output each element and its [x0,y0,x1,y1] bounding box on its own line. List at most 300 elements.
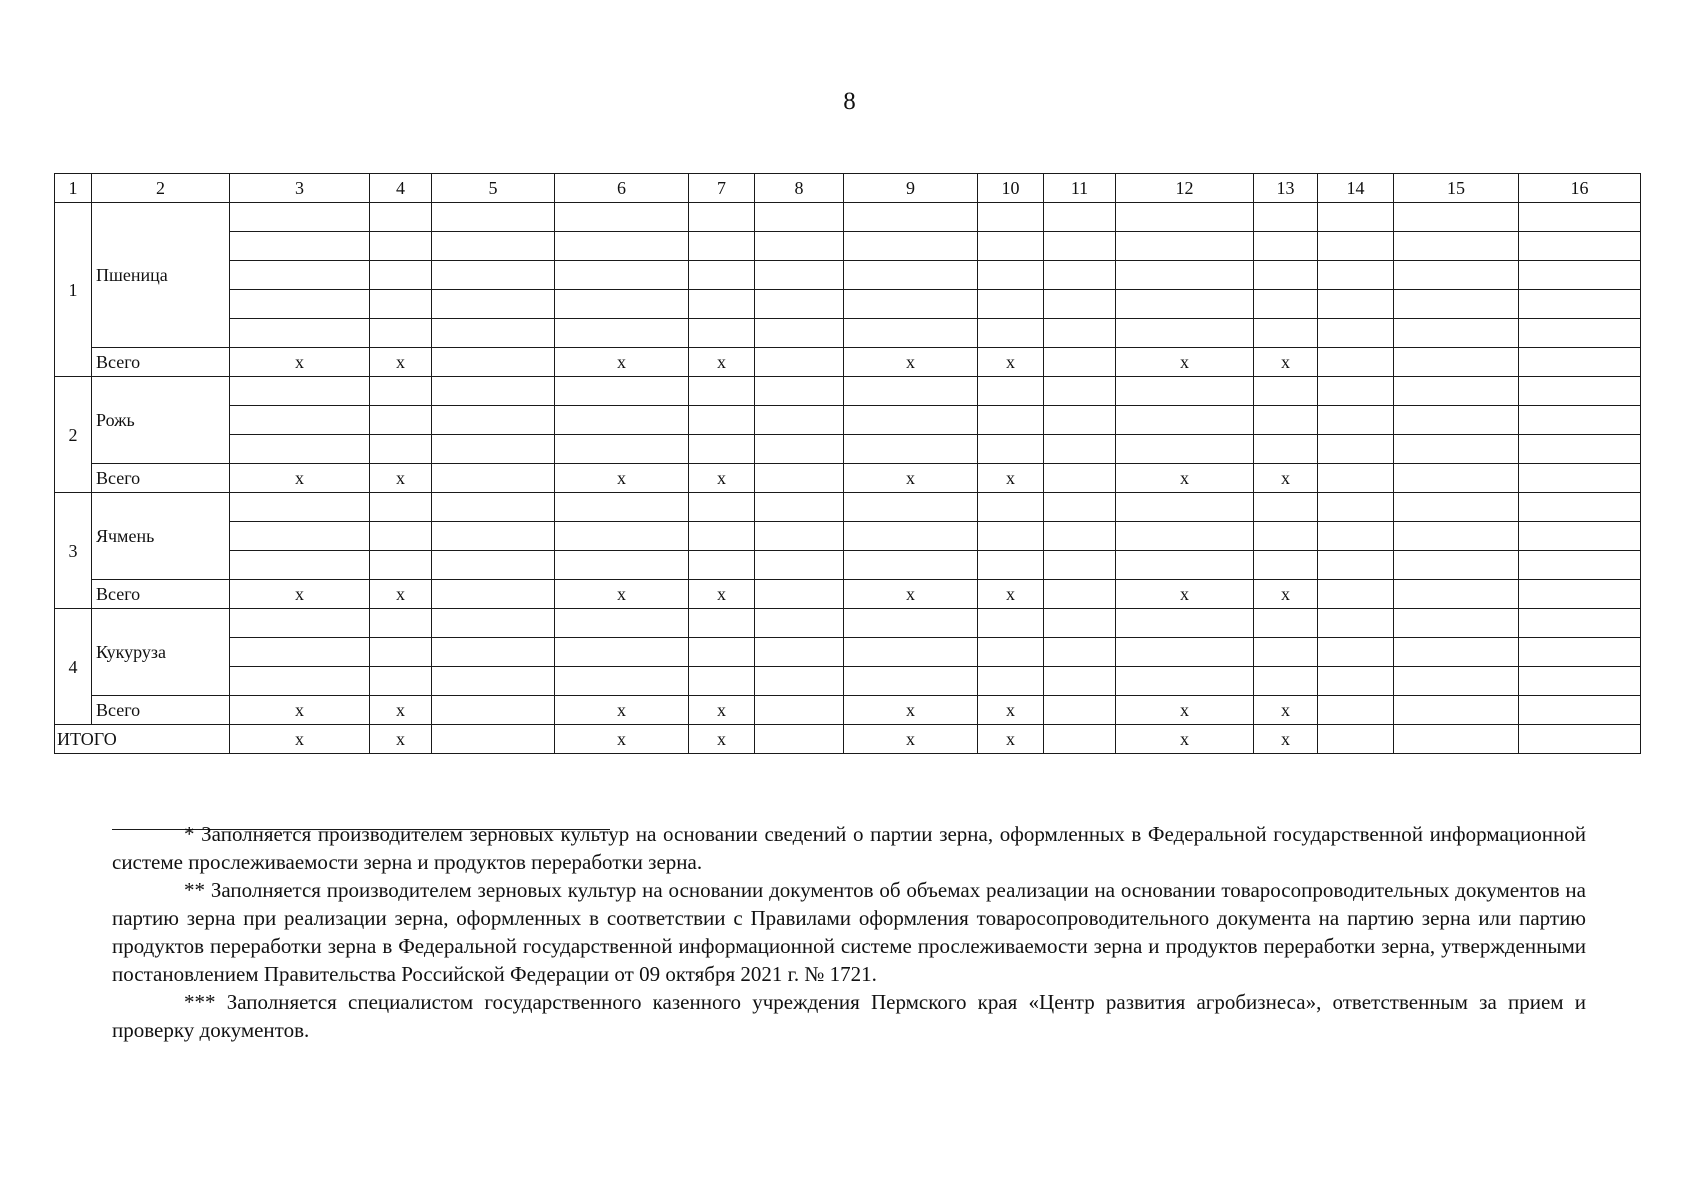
empty-cell [978,290,1044,319]
empty-cell [1318,435,1394,464]
empty-cell [1318,638,1394,667]
empty-cell [978,406,1044,435]
empty-cell [555,667,689,696]
empty-cell [370,406,432,435]
empty-cell [230,435,370,464]
empty-cell [844,522,978,551]
column-number: 5 [432,174,555,203]
empty-cell [689,493,755,522]
empty-cell [370,493,432,522]
empty-cell [432,667,555,696]
empty-cell [1254,493,1318,522]
empty-cell [1044,725,1116,754]
column-number: 12 [1116,174,1254,203]
empty-cell [978,232,1044,261]
data-row [55,435,1641,464]
empty-cell [689,203,755,232]
x-mark: x [1254,348,1318,377]
data-row [55,522,1641,551]
empty-cell [1254,609,1318,638]
empty-cell [1519,377,1641,406]
empty-cell [1116,319,1254,348]
empty-cell [1318,319,1394,348]
data-row [55,377,1641,406]
empty-cell [432,522,555,551]
empty-cell [432,551,555,580]
crop-name: Ячмень [92,493,230,580]
empty-cell [432,609,555,638]
x-mark: x [844,696,978,725]
column-number: 7 [689,174,755,203]
empty-cell [555,232,689,261]
empty-cell [1044,493,1116,522]
empty-cell [755,638,844,667]
group-number: 2 [55,377,92,493]
empty-cell [370,667,432,696]
empty-cell [1254,203,1318,232]
grain-table [54,173,1641,754]
x-mark: x [689,696,755,725]
x-mark: x [1254,580,1318,609]
empty-cell [1044,551,1116,580]
column-number: 6 [555,174,689,203]
empty-cell [1254,435,1318,464]
empty-cell [370,261,432,290]
empty-cell [1519,696,1641,725]
x-mark: x [230,348,370,377]
empty-cell [1318,493,1394,522]
x-mark: x [1254,464,1318,493]
empty-cell [1116,435,1254,464]
empty-cell [1318,290,1394,319]
x-mark: x [1116,464,1254,493]
empty-cell [432,464,555,493]
empty-cell [1116,667,1254,696]
x-mark: x [689,580,755,609]
x-mark: x [370,348,432,377]
subtotal-row [55,348,1641,377]
empty-cell [1318,696,1394,725]
x-mark: x [689,725,755,754]
empty-cell [230,290,370,319]
x-mark: x [1116,348,1254,377]
x-mark: x [689,348,755,377]
empty-cell [432,232,555,261]
x-mark: x [555,464,689,493]
empty-cell [844,667,978,696]
empty-cell [978,667,1044,696]
column-number: 4 [370,174,432,203]
column-number: 14 [1318,174,1394,203]
column-number: 2 [92,174,230,203]
empty-cell [432,435,555,464]
empty-cell [1254,377,1318,406]
empty-cell [844,232,978,261]
group-number: 3 [55,493,92,609]
empty-cell [1044,319,1116,348]
empty-cell [1116,290,1254,319]
empty-cell [1394,348,1519,377]
empty-cell [230,493,370,522]
empty-cell [1044,638,1116,667]
empty-cell [1394,377,1519,406]
empty-cell [432,319,555,348]
x-mark: x [844,580,978,609]
empty-cell [555,638,689,667]
empty-cell [555,522,689,551]
empty-cell [230,667,370,696]
empty-cell [1519,609,1641,638]
empty-cell [1116,377,1254,406]
x-mark: x [555,348,689,377]
empty-cell [844,435,978,464]
x-mark: x [689,464,755,493]
x-mark: x [1116,696,1254,725]
footnotes [112,820,1586,1044]
empty-cell [689,319,755,348]
empty-cell [1318,725,1394,754]
empty-cell [1116,609,1254,638]
empty-cell [1318,522,1394,551]
empty-cell [432,290,555,319]
subtotal-row [55,696,1641,725]
empty-cell [432,377,555,406]
crop-name: Кукуруза [92,609,230,696]
empty-cell [1519,725,1641,754]
empty-cell [755,406,844,435]
empty-cell [230,406,370,435]
empty-cell [370,319,432,348]
x-mark: x [978,696,1044,725]
x-mark: x [370,580,432,609]
data-row [55,203,1641,232]
empty-cell [978,493,1044,522]
empty-cell [844,377,978,406]
empty-cell [1044,522,1116,551]
x-mark: x [230,580,370,609]
empty-cell [1519,522,1641,551]
empty-cell [1394,522,1519,551]
empty-cell [755,464,844,493]
empty-cell [844,551,978,580]
x-mark: x [555,580,689,609]
x-mark: x [844,725,978,754]
empty-cell [1044,609,1116,638]
x-mark: x [1254,696,1318,725]
empty-cell [1519,493,1641,522]
x-mark: x [555,696,689,725]
empty-cell [755,348,844,377]
empty-cell [844,493,978,522]
empty-cell [1254,319,1318,348]
empty-cell [978,522,1044,551]
empty-cell [1044,464,1116,493]
data-row [55,667,1641,696]
grand-total-label: ИТОГО [55,725,230,754]
empty-cell [1318,406,1394,435]
empty-cell [1394,609,1519,638]
empty-cell [1044,290,1116,319]
empty-cell [1394,203,1519,232]
empty-cell [1044,232,1116,261]
empty-cell [555,290,689,319]
empty-cell [844,609,978,638]
empty-cell [689,377,755,406]
empty-cell [1519,203,1641,232]
empty-cell [844,638,978,667]
x-mark: x [1254,725,1318,754]
data-row [55,232,1641,261]
empty-cell [978,435,1044,464]
column-number: 10 [978,174,1044,203]
column-number: 15 [1394,174,1519,203]
empty-cell [689,232,755,261]
x-mark: x [1116,725,1254,754]
empty-cell [1254,667,1318,696]
column-number: 8 [755,174,844,203]
empty-cell [432,203,555,232]
empty-cell [1318,551,1394,580]
x-mark: x [370,725,432,754]
empty-cell [555,551,689,580]
empty-cell [555,435,689,464]
empty-cell [755,551,844,580]
crop-name: Пшеница [92,203,230,348]
empty-cell [1116,203,1254,232]
column-number: 13 [1254,174,1318,203]
x-mark: x [844,464,978,493]
empty-cell [370,609,432,638]
empty-cell [755,319,844,348]
footnote-3: *** Заполняется специалистом государственного казенного учреждения Пермского края «Центр развития агробизнеса», ответственным за прием и проверку документов. [112,990,1586,1042]
subtotal-row [55,464,1641,493]
empty-cell [844,203,978,232]
empty-cell [978,261,1044,290]
empty-cell [1519,667,1641,696]
data-row [55,319,1641,348]
page-number: 8 [843,88,856,115]
empty-cell [1394,435,1519,464]
empty-cell [755,232,844,261]
empty-cell [432,725,555,754]
subtotal-row [55,580,1641,609]
empty-cell [230,522,370,551]
empty-cell [1044,667,1116,696]
data-row [55,406,1641,435]
empty-cell [555,406,689,435]
empty-cell [432,493,555,522]
empty-cell [432,580,555,609]
empty-cell [1318,232,1394,261]
x-mark: x [370,696,432,725]
empty-cell [978,551,1044,580]
empty-cell [1254,232,1318,261]
empty-cell [432,348,555,377]
empty-cell [1044,580,1116,609]
empty-cell [755,667,844,696]
empty-cell [689,435,755,464]
empty-cell [432,261,555,290]
column-number: 11 [1044,174,1116,203]
empty-cell [230,261,370,290]
empty-cell [1519,319,1641,348]
empty-cell [1519,551,1641,580]
empty-cell [1116,638,1254,667]
data-row [55,609,1641,638]
empty-cell [844,319,978,348]
data-row [55,261,1641,290]
empty-cell [1519,232,1641,261]
empty-cell [689,667,755,696]
empty-cell [1044,377,1116,406]
empty-cell [555,493,689,522]
subtotal-label: Всего [92,580,230,609]
empty-cell [689,261,755,290]
data-row [55,551,1641,580]
empty-cell [370,522,432,551]
empty-cell [370,232,432,261]
data-row [55,290,1641,319]
empty-cell [1394,406,1519,435]
empty-cell [1519,406,1641,435]
empty-cell [1519,435,1641,464]
empty-cell [370,203,432,232]
empty-cell [689,290,755,319]
x-mark: x [230,725,370,754]
empty-cell [370,638,432,667]
column-number: 16 [1519,174,1641,203]
footnote-2: ** Заполняется производителем зерновых культур на основании документов об объемах реализации на основании товаросопроводительных документов на партию зерна при реализации зерна, оформленных в соответствии с Правилами оформления товаросопроводительного документа на партию зерна или партию продуктов переработки зерна в Федеральной государственной информационной системе прослеживаемости зерна и продуктов переработки зерна, утвержденными постановлением Правительства Российской Федерации от 09 октября 2021 г. № 1721. [112,878,1586,986]
empty-cell [844,261,978,290]
data-row [55,638,1641,667]
empty-cell [230,551,370,580]
empty-cell [1394,638,1519,667]
empty-cell [844,406,978,435]
empty-cell [978,203,1044,232]
group-number: 1 [55,203,92,377]
empty-cell [755,261,844,290]
empty-cell [1318,261,1394,290]
empty-cell [1318,348,1394,377]
crop-name: Рожь [92,377,230,464]
empty-cell [1394,232,1519,261]
empty-cell [1519,464,1641,493]
empty-cell [1044,435,1116,464]
empty-cell [1116,261,1254,290]
column-number: 1 [55,174,92,203]
empty-cell [370,435,432,464]
subtotal-label: Всего [92,696,230,725]
empty-cell [755,203,844,232]
empty-cell [1254,261,1318,290]
column-number: 3 [230,174,370,203]
footnote-1: * Заполняется производителем зерновых культур на основании сведений о партии зерна, оформленных в Федеральной государственной информационной системе прослеживаемости зерна и продуктов переработки зерна. [112,822,1586,874]
x-mark: x [230,464,370,493]
empty-cell [555,609,689,638]
empty-cell [1519,580,1641,609]
empty-cell [1519,261,1641,290]
empty-cell [978,609,1044,638]
x-mark: x [1116,580,1254,609]
empty-cell [555,261,689,290]
empty-cell [1254,638,1318,667]
empty-cell [1116,406,1254,435]
empty-cell [230,319,370,348]
empty-cell [1254,551,1318,580]
empty-cell [230,609,370,638]
empty-cell [978,319,1044,348]
empty-cell [1394,551,1519,580]
empty-cell [370,377,432,406]
x-mark: x [978,580,1044,609]
empty-cell [755,609,844,638]
empty-cell [1254,290,1318,319]
empty-cell [1116,493,1254,522]
grand-total-row [55,725,1641,754]
subtotal-label: Всего [92,348,230,377]
subtotal-label: Всего [92,464,230,493]
x-mark: x [978,348,1044,377]
empty-cell [1394,261,1519,290]
empty-cell [755,435,844,464]
empty-cell [1318,203,1394,232]
empty-cell [230,638,370,667]
empty-cell [1519,638,1641,667]
x-mark: x [978,464,1044,493]
x-mark: x [978,725,1044,754]
empty-cell [755,725,844,754]
empty-cell [1254,522,1318,551]
empty-cell [555,203,689,232]
x-mark: x [370,464,432,493]
empty-cell [1044,261,1116,290]
empty-cell [1394,580,1519,609]
x-mark: x [555,725,689,754]
empty-cell [1318,580,1394,609]
x-mark: x [844,348,978,377]
empty-cell [1044,406,1116,435]
empty-cell [370,290,432,319]
empty-cell [1318,377,1394,406]
empty-cell [689,638,755,667]
empty-cell [1394,493,1519,522]
data-row [55,493,1641,522]
empty-cell [1394,667,1519,696]
empty-cell [1394,290,1519,319]
empty-cell [1519,348,1641,377]
empty-cell [230,232,370,261]
empty-cell [755,493,844,522]
empty-cell [370,551,432,580]
group-number: 4 [55,609,92,725]
empty-cell [1394,725,1519,754]
empty-cell [1116,522,1254,551]
empty-cell [689,406,755,435]
x-mark: x [230,696,370,725]
empty-cell [555,377,689,406]
empty-cell [1044,203,1116,232]
empty-cell [1044,348,1116,377]
empty-cell [1318,464,1394,493]
empty-cell [689,551,755,580]
empty-cell [1394,696,1519,725]
empty-cell [1394,319,1519,348]
empty-cell [432,696,555,725]
empty-cell [432,406,555,435]
empty-cell [230,377,370,406]
empty-cell [755,522,844,551]
empty-cell [755,696,844,725]
